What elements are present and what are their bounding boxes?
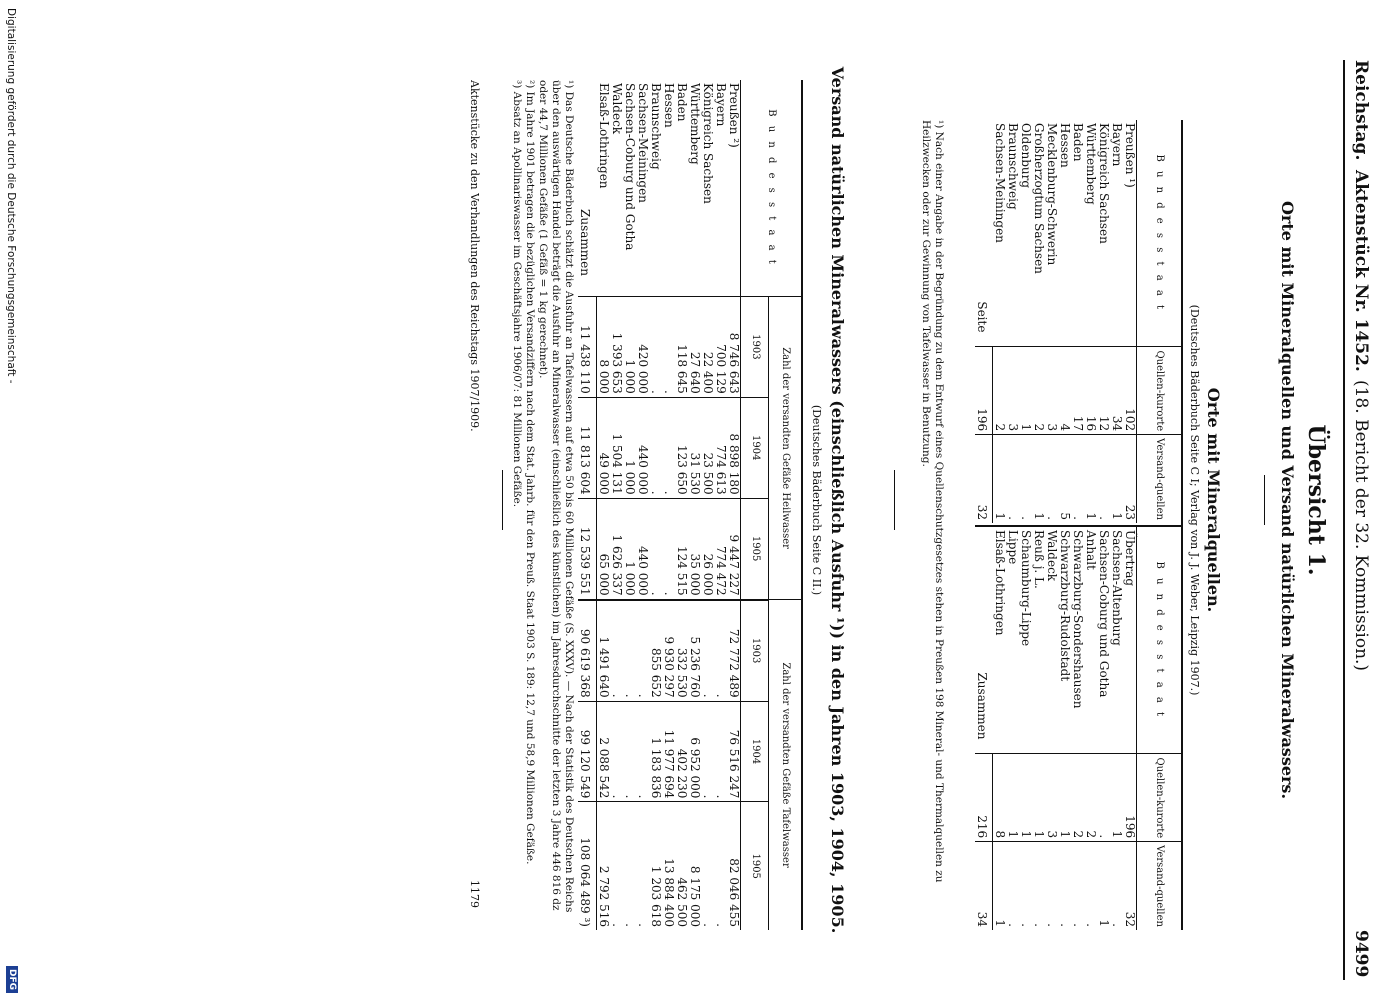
t2-heil-value: . bbox=[662, 297, 675, 398]
t2-footnote-3: ³) Absatz an Apollinariswasser im Geschäftsjahre 1906/07: 81 Millionen Gefäße. bbox=[511, 80, 523, 508]
t2-tafel-value: 11 977 694 bbox=[662, 701, 675, 802]
right-state-name: Übertrag bbox=[1123, 526, 1137, 754]
table-row bbox=[623, 80, 636, 930]
left-state-name: Großherzogtum Sachsen bbox=[1032, 120, 1045, 347]
t2-group-tafel: Zahl der versandten Gefäße Tafelwasser bbox=[769, 600, 801, 930]
t2-tafel-value: 6 952 000 bbox=[688, 701, 701, 802]
t2-tafel-value: . bbox=[714, 600, 727, 701]
t2-tafel-value: 8 175 000 bbox=[688, 865, 702, 927]
left-kur-value: 102 bbox=[1123, 347, 1137, 435]
right-kur-value: 1 bbox=[1019, 754, 1032, 842]
right-state-name: Schwarzburg-Rudolstadt bbox=[1058, 526, 1071, 754]
right-total-vers: 34 bbox=[975, 842, 993, 930]
page-subtitle: Orte mit Mineralquellen und Versand natürlichen Mineralwassers. bbox=[1278, 200, 1297, 800]
t2-tafel-value: 332 530 bbox=[675, 600, 688, 701]
t2-footnote-1: ¹) Das Deutsche Bäderbuch schätzt die Ausfuhr an Tafelwassern auf etwa 50 bis 60 Millionen Gefäße (S. XXXV). — Nach der Statistik des Deutschen Reichs über den auswärtigen Handel beträgt die Ausfuhr an Mineralwasser (einschließlich des künstlichen) im Jahresdurchschnitte der letzten 3 Jahre 446 816 dz oder 44,7 Millionen Gefäße (1 Gefäß = 1 kg gerechnet). bbox=[537, 80, 575, 913]
t2-heil-value: 1 626 337 bbox=[610, 498, 623, 599]
table-row bbox=[1019, 526, 1032, 930]
left-vers-value: 5 bbox=[1058, 512, 1072, 520]
t2-tafel-value: . bbox=[610, 600, 623, 701]
total-row bbox=[975, 120, 993, 523]
t2-state-name: Württemberg bbox=[688, 80, 701, 297]
left-total-label: Seite bbox=[975, 120, 993, 347]
left-total-kur: 196 bbox=[975, 347, 993, 435]
t2-col-state: B u n d e s s t a a t bbox=[741, 80, 802, 297]
t2-heil-value: 1 000 bbox=[623, 397, 636, 498]
t1-right-col-vers: Versand-quellen bbox=[1154, 845, 1165, 927]
right-vers-value: 1 bbox=[993, 919, 1007, 927]
right-kur-value: 2 bbox=[1084, 754, 1097, 842]
t2-tafel-value: . bbox=[636, 923, 650, 927]
table-row bbox=[1006, 526, 1019, 930]
t2-year-tafel-0: 1903 bbox=[741, 600, 769, 701]
t2-year-heil-0: 1903 bbox=[741, 297, 769, 398]
t2-heil-value: 23 500 bbox=[701, 397, 714, 498]
t2-heil-value: . bbox=[649, 498, 662, 599]
right-kur-value: 1 bbox=[1110, 754, 1123, 842]
table-row bbox=[1045, 120, 1058, 523]
t1-left-col-vers: Versand-quellen bbox=[1154, 438, 1165, 520]
t2-heil-value: . bbox=[649, 397, 662, 498]
header-page-number: 9499 bbox=[1351, 930, 1371, 978]
right-kur-value: 8 bbox=[993, 754, 1007, 842]
t2-tafel-value: 1 491 640 bbox=[597, 600, 611, 701]
t2-heil-value: 1 504 131 bbox=[610, 397, 623, 498]
t2-tafel-value: 462 500 bbox=[675, 877, 689, 927]
t2-state-name: Waldeck bbox=[610, 80, 623, 297]
left-state-name: Hessen bbox=[1058, 120, 1071, 347]
header-doc: Aktenstück Nr. 1452. bbox=[1351, 170, 1371, 372]
table-row bbox=[1110, 526, 1123, 930]
total-row bbox=[578, 80, 597, 930]
t2-heil-value: . bbox=[649, 297, 662, 398]
table-row bbox=[636, 80, 649, 930]
left-kur-value: 4 bbox=[1058, 347, 1071, 435]
t2-total-label: Zusammen bbox=[578, 80, 597, 297]
right-kur-value: 196 bbox=[1123, 754, 1137, 842]
t2-tafel-value: . bbox=[701, 600, 714, 701]
dfg-sidebar bbox=[0, 0, 20, 1000]
right-vers-value: 32 bbox=[1123, 911, 1137, 927]
table-row bbox=[1006, 120, 1019, 523]
t2-total-heil: 11 813 604 bbox=[578, 397, 597, 498]
t2-heil-value: 8 746 643 bbox=[727, 297, 741, 398]
left-total-vers: 32 bbox=[975, 435, 993, 523]
table-row bbox=[1071, 120, 1084, 523]
right-vers-value: . bbox=[1071, 923, 1085, 927]
t1-left-col-state: B u n d e s s t a a t bbox=[1137, 120, 1182, 347]
page-title: Übersicht 1. bbox=[1303, 424, 1329, 576]
t2-tafel-value: 2 792 516 bbox=[597, 865, 611, 927]
left-vers-value: . bbox=[1071, 516, 1085, 520]
left-kur-value: 2 bbox=[1032, 347, 1045, 435]
t2-heil-value: 118 645 bbox=[675, 297, 688, 398]
table2-footnotes bbox=[510, 80, 575, 930]
right-kur-value: 1 bbox=[1006, 754, 1019, 842]
table-row bbox=[1123, 526, 1137, 930]
t2-tafel-value: 2 088 542 bbox=[597, 701, 611, 802]
left-state-name: Königreich Sachsen bbox=[1097, 120, 1110, 347]
t2-state-name: Elsaß-Lothringen bbox=[597, 80, 611, 297]
t2-heil-value: 49 000 bbox=[597, 397, 611, 498]
t2-total-heil: 12 539 551 bbox=[578, 498, 597, 599]
footer-publication: Aktenstücke zu den Verhandlungen des Reichstags 1907/1909. bbox=[468, 80, 481, 432]
right-vers-value: . bbox=[1058, 923, 1072, 927]
right-total-kur: 216 bbox=[975, 754, 993, 842]
right-kur-value: 1 bbox=[1032, 754, 1045, 842]
header-reichstag: Reichstag. bbox=[1351, 60, 1371, 161]
table-row bbox=[597, 80, 611, 930]
left-kur-value: 3 bbox=[1006, 347, 1019, 435]
table-row bbox=[714, 80, 727, 930]
left-state-name: Mecklenburg-Schwerin bbox=[1045, 120, 1058, 347]
right-vers-value: . bbox=[1045, 923, 1059, 927]
right-kur-value: . bbox=[1097, 754, 1110, 842]
table-row bbox=[1097, 526, 1110, 930]
t2-tafel-value: 76 516 247 bbox=[727, 701, 741, 802]
right-vers-value: . bbox=[1006, 923, 1020, 927]
t2-total-tafel: 90 619 368 bbox=[578, 600, 597, 701]
left-state-name: Baden bbox=[1071, 120, 1084, 347]
t2-heil-value: 774 613 bbox=[714, 397, 727, 498]
right-state-name: Sachsen-Coburg und Gotha bbox=[1097, 526, 1110, 754]
t2-year-tafel-1: 1904 bbox=[741, 701, 769, 802]
table-row bbox=[1084, 526, 1097, 930]
table-row bbox=[1110, 120, 1123, 523]
t2-heil-value: 700 129 bbox=[714, 297, 727, 398]
table1-footnote: ¹) Nach einer Angabe in der Begründung zu dem Entwurf eines Quellenschutzgesetzes stehen in Preußen 198 Mineral- und Thermalquellen zu Heilzwecken oder zur Gewinnung von Tafelwasser in Benutzung. bbox=[920, 120, 945, 883]
left-state-name: Preußen ¹) bbox=[1123, 120, 1137, 347]
t2-tafel-value: 402 230 bbox=[675, 701, 688, 802]
right-state-name: Schwarzburg-Sondershausen bbox=[1071, 526, 1084, 754]
right-state-name: Anhalt bbox=[1084, 526, 1097, 754]
table-row bbox=[993, 120, 1007, 523]
t2-heil-value: 124 515 bbox=[675, 498, 688, 599]
footer-divider bbox=[502, 470, 503, 530]
left-vers-value: 1 bbox=[1110, 512, 1124, 520]
t2-tafel-value: . bbox=[610, 923, 624, 927]
left-kur-value: 2 bbox=[993, 347, 1007, 435]
t2-tafel-value: . bbox=[623, 701, 636, 802]
t2-state-name: Baden bbox=[675, 80, 688, 297]
right-kur-value: 3 bbox=[1045, 754, 1058, 842]
table-row bbox=[675, 80, 688, 930]
t2-heil-value: 8 898 180 bbox=[727, 397, 741, 498]
left-vers-value: . bbox=[1045, 516, 1059, 520]
left-kur-value: 3 bbox=[1045, 347, 1058, 435]
right-state-name: Reuß j. L. bbox=[1032, 526, 1045, 754]
t1-right-col-kur: Quellen-kurorte bbox=[1137, 754, 1182, 842]
left-kur-value: 1 bbox=[1019, 347, 1032, 435]
t2-state-name: Sachsen-Meiningen bbox=[636, 80, 649, 297]
t2-tafel-value: 1 203 618 bbox=[649, 865, 663, 927]
left-state-name: Württemberg bbox=[1084, 120, 1097, 347]
table1-source: (Deutsches Bäderbuch Seite C I; Verlag von J. J. Weber, Leipzig 1907.) bbox=[1188, 304, 1201, 696]
t2-heil-value: 774 472 bbox=[714, 498, 727, 599]
table-row bbox=[1123, 120, 1137, 523]
right-total-label: Zusammen bbox=[975, 526, 993, 754]
t1-right-col-state: B u n d e s s t a a t bbox=[1137, 526, 1182, 754]
table-row bbox=[727, 80, 741, 930]
t2-tafel-value: 9 930 297 bbox=[662, 600, 675, 701]
left-kur-value: 12 bbox=[1097, 347, 1110, 435]
left-kur-value: 17 bbox=[1071, 347, 1084, 435]
table2-grid bbox=[578, 80, 801, 930]
t2-state-name: Königreich Sachsen bbox=[701, 80, 714, 297]
t2-total-tafel: 99 120 549 bbox=[578, 701, 597, 802]
t2-heil-value: 440 000 bbox=[636, 397, 649, 498]
t2-tafel-value: . bbox=[701, 923, 715, 927]
t2-heil-value: 65 000 bbox=[597, 498, 611, 599]
t2-state-name: Preußen ²) bbox=[727, 80, 741, 297]
total-row bbox=[975, 526, 993, 930]
title-divider bbox=[1264, 475, 1265, 525]
t2-tafel-value: 13 884 400 bbox=[662, 858, 676, 927]
left-kur-value: 16 bbox=[1084, 347, 1097, 435]
table-row bbox=[1058, 526, 1071, 930]
t2-total-tafel: 108 064 489 ³) bbox=[578, 802, 597, 930]
right-state-name: Waldeck bbox=[1045, 526, 1058, 754]
t1-left-col-kur: Quellen-kurorte bbox=[1137, 347, 1182, 435]
t2-tafel-value: . bbox=[623, 600, 636, 701]
t2-heil-value: 420 000 bbox=[636, 297, 649, 398]
section-divider bbox=[894, 470, 895, 530]
t2-footnote-2: ²) Im Jahre 1901 betragen die bezüglichen Versandziffern nach dem Stat. Jahrb. für den Preuß. Staat 1903 S. 189: 12,7 und 58,9 Millionen Gefäße. bbox=[524, 80, 536, 865]
t2-tafel-value: . bbox=[623, 923, 637, 927]
table-row bbox=[701, 80, 714, 930]
right-state-name: Sachsen-Altenburg bbox=[1110, 526, 1123, 754]
t2-tafel-value: . bbox=[714, 923, 728, 927]
table1-right bbox=[975, 525, 1181, 930]
left-state-name: Bayern bbox=[1110, 120, 1123, 347]
t2-state-name: Bayern bbox=[714, 80, 727, 297]
t2-tafel-value: 855 652 bbox=[649, 600, 662, 701]
header-rule bbox=[1343, 60, 1345, 980]
left-vers-value: 1 bbox=[1032, 512, 1046, 520]
table1-heading: Orte mit Mineralquellen. bbox=[1204, 387, 1223, 613]
right-kur-value: 1 bbox=[1058, 754, 1071, 842]
t2-group-heil: Zahl der versandten Gefäße Heilwasser bbox=[769, 297, 801, 600]
left-vers-value: 23 bbox=[1123, 504, 1137, 520]
t2-tafel-value: 5 236 760 bbox=[688, 600, 701, 701]
t2-year-tafel-2: 1905 bbox=[749, 853, 761, 879]
t2-heil-value: 27 640 bbox=[688, 297, 701, 398]
table2-source: (Deutsches Bäderbuch Seite C II.) bbox=[810, 404, 823, 596]
t2-tafel-value: . bbox=[636, 600, 649, 701]
t2-year-heil-2: 1905 bbox=[741, 498, 769, 599]
right-vers-value: 1 bbox=[1097, 919, 1111, 927]
table1-left bbox=[975, 120, 1181, 523]
t2-tafel-value: . bbox=[636, 701, 649, 802]
t2-heil-value: 8 000 bbox=[597, 297, 611, 398]
table-row bbox=[649, 80, 662, 930]
left-vers-value: . bbox=[1006, 516, 1020, 520]
t2-heil-value: 9 447 227 bbox=[727, 498, 741, 599]
footer-page-number: 1179 bbox=[468, 880, 481, 908]
t2-heil-value: 1 000 bbox=[623, 297, 636, 398]
t2-total-heil: 11 438 110 bbox=[578, 297, 597, 398]
table-row bbox=[688, 80, 701, 930]
t2-tafel-value: 1 183 836 bbox=[649, 701, 662, 802]
right-kur-value: 2 bbox=[1071, 754, 1084, 842]
right-state-name: Schaumburg-Lippe bbox=[1019, 526, 1032, 754]
dfg-sidebar-text: Digitalisierung gefördert durch die Deutsche Forschungsgemeinschaft - bbox=[5, 8, 17, 384]
table-row bbox=[610, 80, 623, 930]
table1-top-rule bbox=[1181, 120, 1183, 930]
left-state-name: Sachsen-Meiningen bbox=[993, 120, 1007, 347]
t2-heil-value: 440 000 bbox=[636, 498, 649, 599]
t2-heil-value: . bbox=[662, 498, 675, 599]
t2-tafel-value: . bbox=[714, 701, 727, 802]
t2-heil-value: 123 650 bbox=[675, 397, 688, 498]
right-vers-value: . bbox=[1032, 923, 1046, 927]
right-state-name: Lippe bbox=[1006, 526, 1019, 754]
table-row bbox=[1071, 526, 1084, 930]
t2-tafel-value: 72 772 489 bbox=[727, 600, 741, 701]
left-kur-value: 34 bbox=[1110, 347, 1123, 435]
table-row bbox=[1084, 120, 1097, 523]
t2-heil-value: 1 393 653 bbox=[610, 297, 623, 398]
table-row bbox=[1097, 120, 1110, 523]
table-row bbox=[662, 80, 675, 930]
t2-state-name: Sachsen-Coburg und Gotha bbox=[623, 80, 636, 297]
right-vers-value: . bbox=[1110, 923, 1124, 927]
right-vers-value: . bbox=[1019, 923, 1033, 927]
right-state-name: Elsaß-Lothringen bbox=[993, 526, 1007, 754]
left-state-name: Braunschweig bbox=[1006, 120, 1019, 347]
t2-year-heil-1: 1904 bbox=[741, 397, 769, 498]
table-row bbox=[1032, 120, 1045, 523]
table2-heading: Versand natürlichen Mineralwassers (einschließlich Ausfuhr ¹)) in den Jahren 1903, 1904, 1905. bbox=[828, 66, 847, 934]
table2-top-rule bbox=[801, 80, 803, 930]
table-row bbox=[1019, 120, 1032, 523]
t2-state-name: Braunschweig bbox=[649, 80, 662, 297]
right-vers-value: . bbox=[1084, 923, 1098, 927]
left-vers-value: . bbox=[1019, 516, 1033, 520]
table-row bbox=[1032, 526, 1045, 930]
left-state-name: Oldenburg bbox=[1019, 120, 1032, 347]
dfg-logo: DFG bbox=[6, 966, 18, 993]
left-vers-value: . bbox=[1097, 516, 1111, 520]
t2-heil-value: . bbox=[662, 397, 675, 498]
t2-tafel-value: . bbox=[701, 701, 714, 802]
table-row bbox=[1058, 120, 1071, 523]
t2-heil-value: 35 000 bbox=[688, 498, 701, 599]
t2-state-name: Hessen bbox=[662, 80, 675, 297]
left-vers-value: 1 bbox=[993, 512, 1007, 520]
t2-heil-value: 1 000 bbox=[623, 498, 636, 599]
t2-tafel-value: . bbox=[610, 701, 623, 802]
header-commission: (18. Bericht der 32. Kommission.) bbox=[1351, 380, 1371, 672]
table-row bbox=[1045, 526, 1058, 930]
table-row bbox=[993, 526, 1007, 930]
t2-heil-value: 22 400 bbox=[701, 297, 714, 398]
t2-tafel-value: 82 046 455 bbox=[727, 858, 741, 927]
t2-heil-value: 26 000 bbox=[701, 498, 714, 599]
t2-heil-value: 31 530 bbox=[688, 397, 701, 498]
left-vers-value: 1 bbox=[1084, 512, 1098, 520]
